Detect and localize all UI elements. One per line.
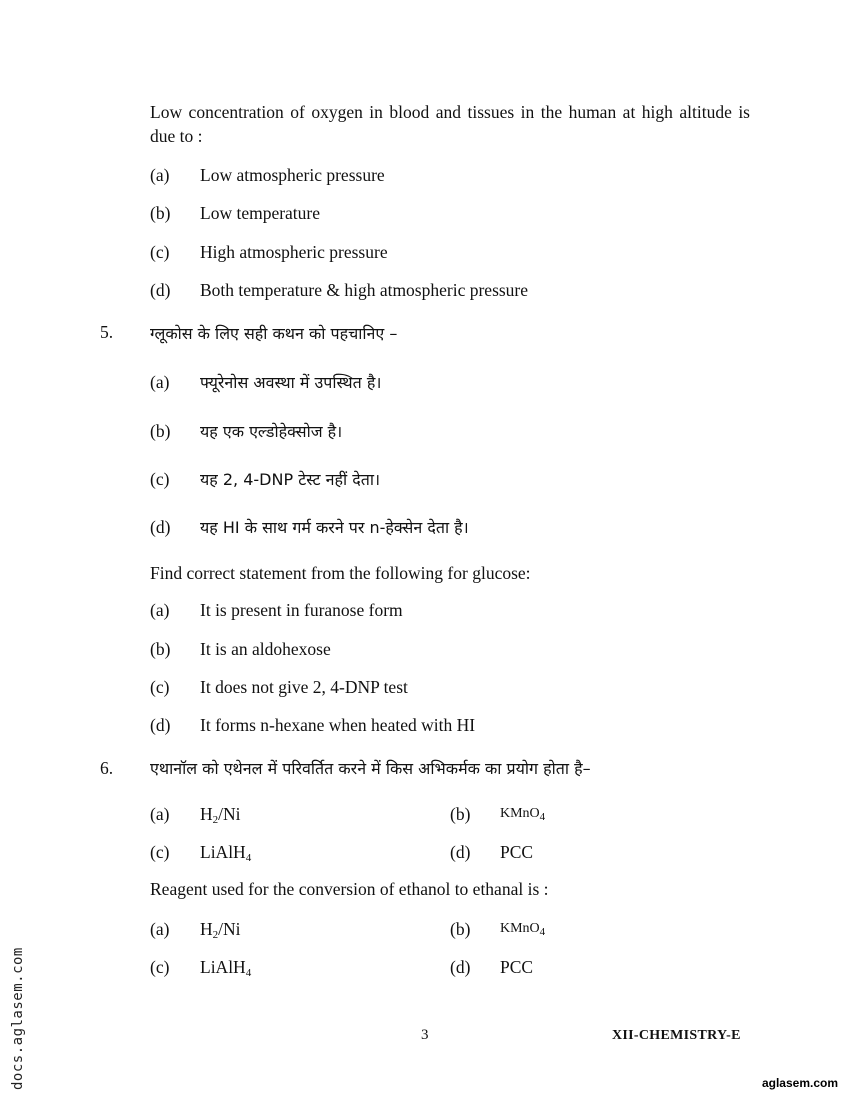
- q5-hindi-option-a-text: फ्यूरेनोस अवस्था में उपस्थित है।: [200, 373, 382, 392]
- q4-option-d-label: (d): [150, 280, 171, 300]
- q5-english-option-a-label: (a): [150, 600, 170, 620]
- q5-hindi-option-c-label: (c): [150, 469, 170, 489]
- q6-en-option-c-formula: LiAlH$_4$: [200, 957, 252, 979]
- q6-en-option-a-formula: $H_2/Ni$: [200, 919, 241, 941]
- q6-hi-option-c-label: (c): [150, 842, 170, 862]
- q4-option-c-label: (c): [150, 242, 170, 262]
- q5-english-option-d-label: (d): [150, 715, 171, 735]
- q4-option-d-text: Both temperature & high atmospheric pressure: [200, 280, 529, 300]
- q5-hindi-option-c-text: यह 2, 4-DNP टेस्ट नहीं देता।: [200, 470, 381, 489]
- q5-hindi-option-a-label: (a): [150, 372, 170, 392]
- q5-english-option-b-label: (b): [150, 639, 171, 659]
- paper-code: XII-CHEMISTRY-E: [612, 1028, 741, 1043]
- q5-hindi-option-b-text: यह एक एल्डोहेक्सोज है।: [200, 422, 343, 441]
- q6-hi-option-a-formula: $H_2/Ni$: [200, 804, 241, 826]
- q5-hindi-option-b-label: (b): [150, 421, 171, 441]
- q6-hi-option-b-formula: KMnO$_4$: [500, 806, 546, 823]
- q6-hi-option-b-label: (b): [450, 804, 471, 824]
- q5-english-option-d-text: It forms n-hexane when heated with HI: [200, 715, 476, 735]
- q5-number: 5.: [100, 322, 114, 342]
- q6-en-option-c-label: (c): [150, 957, 170, 977]
- q4-option-a-label: (a): [150, 165, 170, 185]
- q4-option-a-text: Low atmospheric pressure: [200, 165, 385, 185]
- q6-hi-option-c-formula: LiAlH$_4$: [200, 842, 252, 864]
- q4-option-b-label: (b): [150, 203, 171, 223]
- q5-hindi-option-d-label: (d): [150, 517, 171, 537]
- page-number: 3: [421, 1027, 429, 1043]
- q5-english-stem: Find correct statement from the following for glucose:: [150, 563, 531, 583]
- q6-hi-option-d-label: (d): [450, 842, 471, 862]
- q6-en-option-b-formula: KMnO$_4$: [500, 921, 546, 938]
- q6-number: 6.: [100, 758, 114, 778]
- q6-english-stem: Reagent used for the conversion of ethanol to ethanal is :: [150, 879, 549, 899]
- q5-hindi-stem: ग्लूकोस के लिए सही कथन को पहचानिए –: [150, 324, 398, 343]
- q6-hi-option-d-formula: PCC: [500, 842, 534, 862]
- q6-en-option-d-formula: PCC: [500, 957, 534, 977]
- q5-english-option-b-text: It is an aldohexose: [200, 639, 331, 659]
- watermark-text: docs.aglasem.com: [10, 947, 26, 1090]
- brand-link[interactable]: aglasem.com: [761, 1076, 838, 1090]
- q4-option-b-text: Low temperature: [200, 203, 321, 223]
- q5-english-option-c-label: (c): [150, 677, 170, 697]
- q5-english-option-a-text: It is present in furanose form: [200, 600, 403, 620]
- q6-en-option-a-label: (a): [150, 919, 170, 939]
- q4-stem: Low concentration of oxygen in blood and tissues in the human at high altitude is due to :: [150, 102, 750, 146]
- q6-hi-option-a-label: (a): [150, 804, 170, 824]
- q5-hindi-option-d-text: यह HI के साथ गर्म करने पर n-हेक्सेन देता है।: [200, 518, 469, 537]
- q4-option-c-text: High atmospheric pressure: [200, 242, 388, 262]
- q6-en-option-b-label: (b): [450, 919, 471, 939]
- q6-en-option-d-label: (d): [450, 957, 471, 977]
- q6-hindi-stem: एथानॉल को एथेनल में परिवर्तित करने में किस अभिकर्मक का प्रयोग होता है–: [150, 759, 591, 778]
- q5-english-option-c-text: It does not give 2, 4-DNP test: [200, 677, 408, 697]
